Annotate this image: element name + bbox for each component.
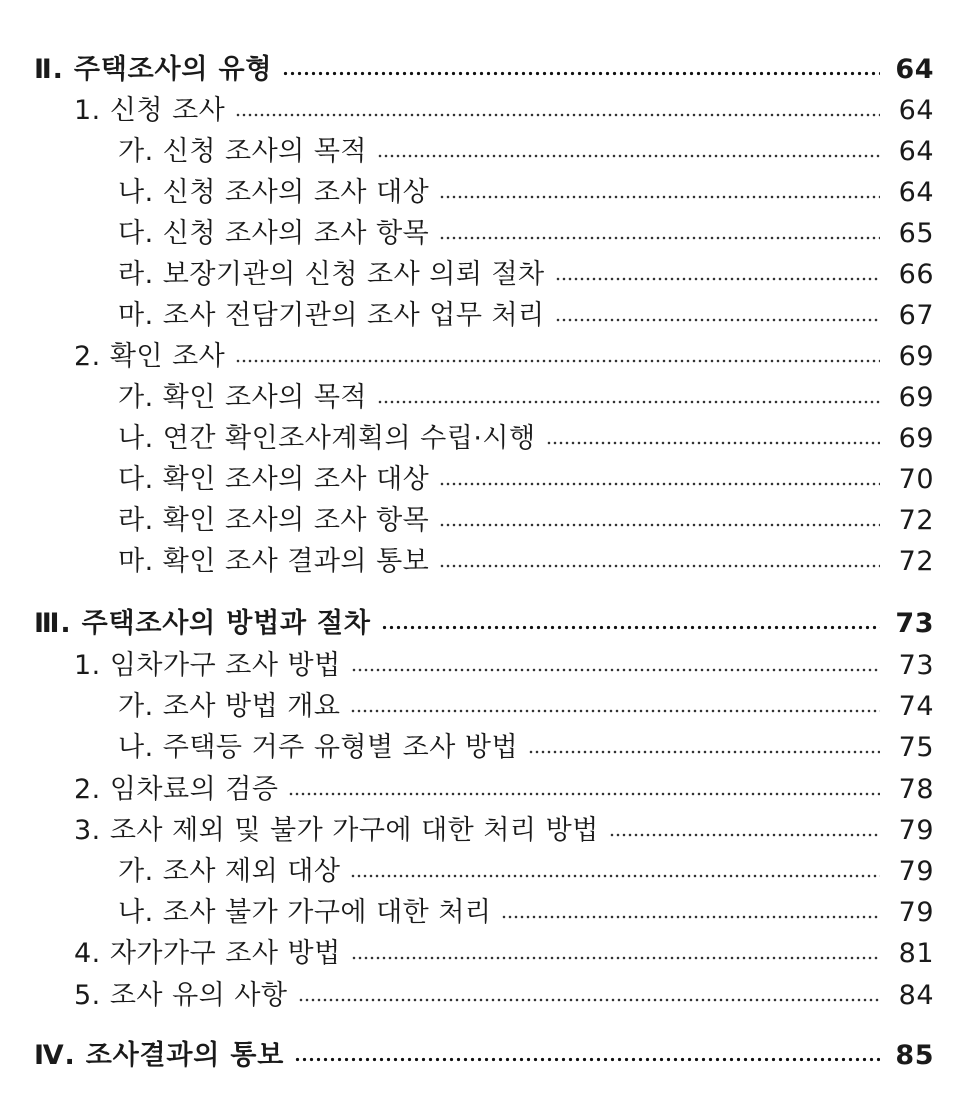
toc-subitem (0, 298, 956, 334)
dot-leader (555, 317, 880, 323)
dot-leader (351, 667, 880, 673)
toc-title: 나. 조사 불가 가구에 대한 처리 (118, 897, 492, 928)
toc-subitem (0, 854, 956, 890)
toc-page-number: 85 (895, 1040, 934, 1071)
toc-page-number: 79 (898, 897, 934, 928)
toc-title: Ⅲ. 주택조사의 방법과 절차 (34, 608, 371, 639)
toc-subitem (0, 462, 956, 498)
dot-leader (235, 358, 880, 364)
toc-item (0, 648, 956, 684)
dot-leader (439, 522, 880, 528)
toc-page-number: 64 (898, 136, 934, 167)
dot-leader (609, 832, 880, 838)
dot-leader (528, 749, 880, 755)
dot-leader (381, 624, 880, 631)
toc-title: Ⅱ. 주택조사의 유형 (34, 54, 273, 85)
dot-leader (350, 873, 880, 879)
toc-item (0, 813, 956, 849)
dot-leader (439, 194, 880, 200)
toc-page-number: 69 (898, 423, 934, 454)
toc-item (0, 978, 956, 1014)
toc-title: 마. 확인 조사 결과의 통보 (118, 546, 430, 577)
toc-section-3 (0, 606, 956, 642)
toc-page-number: 81 (898, 938, 934, 969)
toc-subitem (0, 689, 956, 725)
toc-title: 가. 신청 조사의 목적 (118, 136, 367, 167)
toc-page-number: 78 (898, 774, 934, 805)
toc-page-number: 69 (898, 341, 934, 372)
dot-leader (351, 955, 880, 961)
toc-title: 다. 신청 조사의 조사 항목 (118, 218, 430, 249)
toc-title: 나. 주택등 거주 유형별 조사 방법 (118, 732, 519, 763)
toc-page-number: 65 (898, 218, 934, 249)
toc-title: 1. 임차가구 조사 방법 (74, 650, 341, 681)
toc-title: 1. 신청 조사 (74, 95, 226, 126)
toc-subitem (0, 134, 956, 170)
toc-subitem (0, 895, 956, 931)
toc-subitem (0, 503, 956, 539)
toc-title: 4. 자가가구 조사 방법 (74, 938, 341, 969)
toc-title: 2. 임차료의 검증 (74, 774, 279, 805)
dot-leader (294, 1056, 880, 1063)
toc-page-number: 64 (898, 177, 934, 208)
toc-item (0, 93, 956, 129)
dot-leader (377, 153, 880, 159)
toc-title: 3. 조사 제외 및 불가 가구에 대한 처리 방법 (74, 815, 599, 846)
dot-leader (439, 563, 880, 569)
toc-item (0, 772, 956, 808)
dot-leader (439, 235, 880, 241)
dot-leader (555, 276, 880, 282)
dot-leader (288, 791, 880, 797)
toc-page-number: 73 (898, 650, 934, 681)
toc-title: 가. 조사 방법 개요 (118, 691, 341, 722)
dot-leader (377, 399, 880, 405)
toc-subitem (0, 175, 956, 211)
toc-title: 가. 확인 조사의 목적 (118, 382, 367, 413)
toc-section-2 (0, 52, 956, 88)
toc-subitem (0, 216, 956, 252)
toc-page-number: 72 (898, 546, 934, 577)
toc-page-number: 66 (898, 259, 934, 290)
toc-page-number: 72 (898, 505, 934, 536)
toc-page-number: 79 (898, 815, 934, 846)
toc-page-number: 67 (898, 300, 934, 331)
dot-leader (235, 112, 880, 118)
toc-subitem (0, 380, 956, 416)
toc-subitem (0, 257, 956, 293)
toc-page-number: 69 (898, 382, 934, 413)
toc-title: 다. 확인 조사의 조사 대상 (118, 464, 430, 495)
toc-page-number: 64 (895, 54, 934, 85)
toc-subitem (0, 730, 956, 766)
toc-subitem (0, 421, 956, 457)
toc-page-number: 70 (898, 464, 934, 495)
toc-title: 5. 조사 유의 사항 (74, 980, 288, 1011)
toc-subitem (0, 544, 956, 580)
toc-page-number: 64 (898, 95, 934, 126)
toc-title: 가. 조사 제외 대상 (118, 856, 341, 887)
toc-page-number: 84 (898, 980, 934, 1011)
dot-leader (501, 914, 880, 920)
toc-title: 마. 조사 전담기관의 조사 업무 처리 (118, 300, 545, 331)
toc-title: 나. 신청 조사의 조사 대상 (118, 177, 430, 208)
toc-page-number: 79 (898, 856, 934, 887)
toc-page-number: 74 (898, 691, 934, 722)
toc-title: 라. 보장기관의 신청 조사 의뢰 절차 (118, 259, 545, 290)
dot-leader (298, 997, 880, 1003)
dot-leader (439, 481, 880, 487)
toc-section-4 (0, 1038, 956, 1074)
dot-leader (546, 440, 880, 446)
toc-item (0, 936, 956, 972)
toc-page-number: 75 (898, 732, 934, 763)
toc-item (0, 339, 956, 375)
toc-title: 2. 확인 조사 (74, 341, 226, 372)
toc-title: 라. 확인 조사의 조사 항목 (118, 505, 430, 536)
toc-title: Ⅳ. 조사결과의 통보 (34, 1040, 285, 1071)
dot-leader (350, 708, 880, 714)
toc-page-number: 73 (895, 608, 934, 639)
dot-leader (282, 70, 880, 77)
toc-title: 나. 연간 확인조사계획의 수립·시행 (118, 423, 536, 454)
